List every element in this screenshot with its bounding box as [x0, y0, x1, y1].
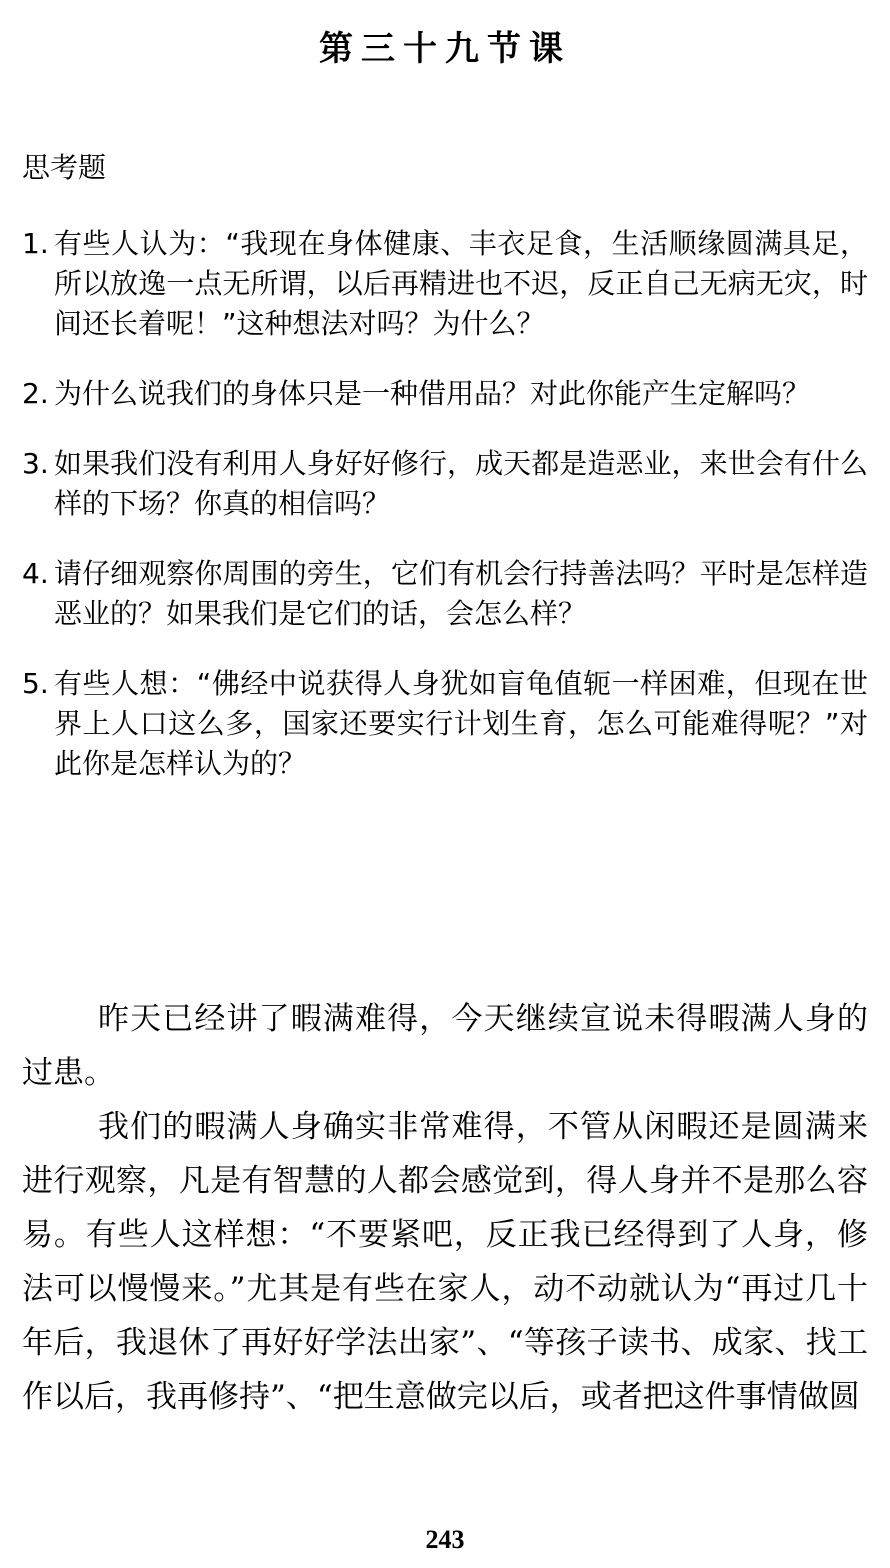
question-number: 1. [22, 227, 49, 260]
page-number: 243 [425, 1525, 465, 1554]
question-item [22, 374, 868, 414]
question-text: 如果我们没有利用人身好好修行，成天都是造恶业，来世会有什么样的下场？你真的相信吗？ [54, 447, 868, 520]
questions-heading: 思考题 [22, 151, 107, 184]
question-number: 4. [22, 557, 49, 590]
question-item [22, 224, 868, 344]
question-item [22, 444, 868, 524]
body-paragraph: 我们的暇满人身确实非常难得，不管从闲暇还是圆满来进行观察，凡是有智慧的人都会感觉到，得人身并不是那么容易。有些人这样想：“不要紧吧，反正我已经得到了人身，修法可以慢慢来。”尤其是有些在家人，动不动就认为“再过几十年后，我退休了再好好学法出家”、“等孩子读书、成家、找工作以后，我再修持”、“把生意做完以后，或者把这件事情做圆 [22, 1109, 868, 1415]
question-item [22, 554, 868, 634]
questions-list [22, 224, 868, 814]
question-text: 为什么说我们的身体只是一种借用品？对此你能产生定解吗？ [54, 377, 811, 410]
question-text: 有些人想：“佛经中说获得人身犹如盲龟值轭一样困难，但现在世界上人口这么多，国家还要实行计划生育，怎么可能难得呢？”对此你是怎样认为的？ [54, 667, 868, 780]
page-title: 第三十九节课 [319, 29, 571, 69]
lecture-body [22, 992, 868, 1424]
question-number: 5. [22, 667, 49, 700]
question-item [22, 664, 868, 784]
question-text: 请仔细观察你周围的旁生，它们有机会行持善法吗？平时是怎样造恶业的？如果我们是它们的话，会怎么样？ [54, 557, 868, 630]
body-paragraph: 昨天已经讲了暇满难得，今天继续宣说未得暇满人身的过患。 [22, 1001, 868, 1091]
question-number: 3. [22, 447, 49, 480]
question-text: 有些人认为：“我现在身体健康、丰衣足食，生活顺缘圆满具足，所以放逸一点无所谓，以后再精进也不迟，反正自己无病无灾，时间还长着呢！”这种想法对吗？为什么？ [54, 227, 868, 340]
question-number: 2. [22, 377, 49, 410]
